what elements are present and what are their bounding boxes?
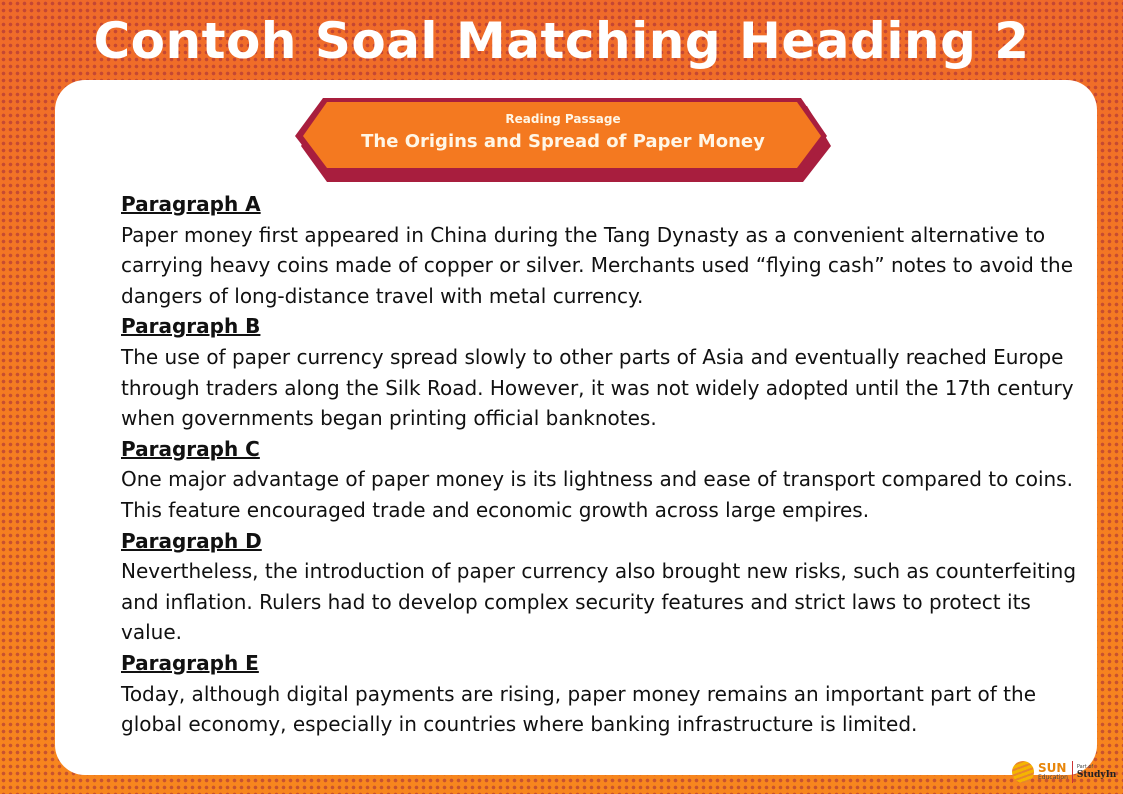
sun-education-logo (1012, 758, 1116, 786)
logo-divider (1072, 761, 1073, 783)
paragraph-a-heading: Paragraph A (121, 192, 261, 216)
passage-content (121, 189, 1081, 740)
paragraph-d-heading: Paragraph D (121, 528, 262, 553)
paragraph-e-text: Today, although digital payments are rising, paper money remains an important part of the global economy, especially in countries where banking infrastructure is limited. (121, 681, 1036, 737)
page-title: Contoh Soal Matching Heading 2 (93, 12, 1030, 70)
paragraph-a-text: Paper money first appeared in China during the Tang Dynasty as a convenient alternative to carrying heavy coins made of copper or silver. Merchants used “flying cash” notes to avoid the dangers of long-distance travel with metal currency. (121, 222, 1074, 308)
sun-icon (1012, 761, 1034, 783)
paragraph-c-heading: Paragraph C (121, 436, 260, 461)
reading-passage-banner (295, 98, 831, 182)
paragraph-b-text: The use of paper currency spread slowly to other parts of Asia and eventually reached Europe through traders along the Silk Road. However, it was not widely adopted until the 17th century when governments began printing official banknotes. (121, 344, 1074, 431)
logo-part-of: Part of (1076, 764, 1094, 770)
paragraph-e-heading: Paragraph E (121, 650, 259, 675)
paragraph-d-text: Nevertheless, the introduction of paper currency also brought new risks, such as counterfeiting and inflation. Rulers had to develop complex security features and strict laws to protect its value. (121, 559, 1077, 645)
logo-brand: SUN (1038, 761, 1067, 775)
logo-partner: StudyIn (1076, 770, 1117, 780)
banner-subtitle: Reading Passage (505, 112, 621, 126)
banner-title: The Origins and Spread of Paper Money (361, 131, 765, 152)
paragraph-b-heading: Paragraph B (121, 314, 261, 339)
logo-brand-sub: Education (1038, 774, 1068, 781)
paragraph-c-text: One major advantage of paper money is its lightness and ease of transport compared to coins. This feature encouraged trade and economic growth across large empires. (121, 467, 1073, 522)
